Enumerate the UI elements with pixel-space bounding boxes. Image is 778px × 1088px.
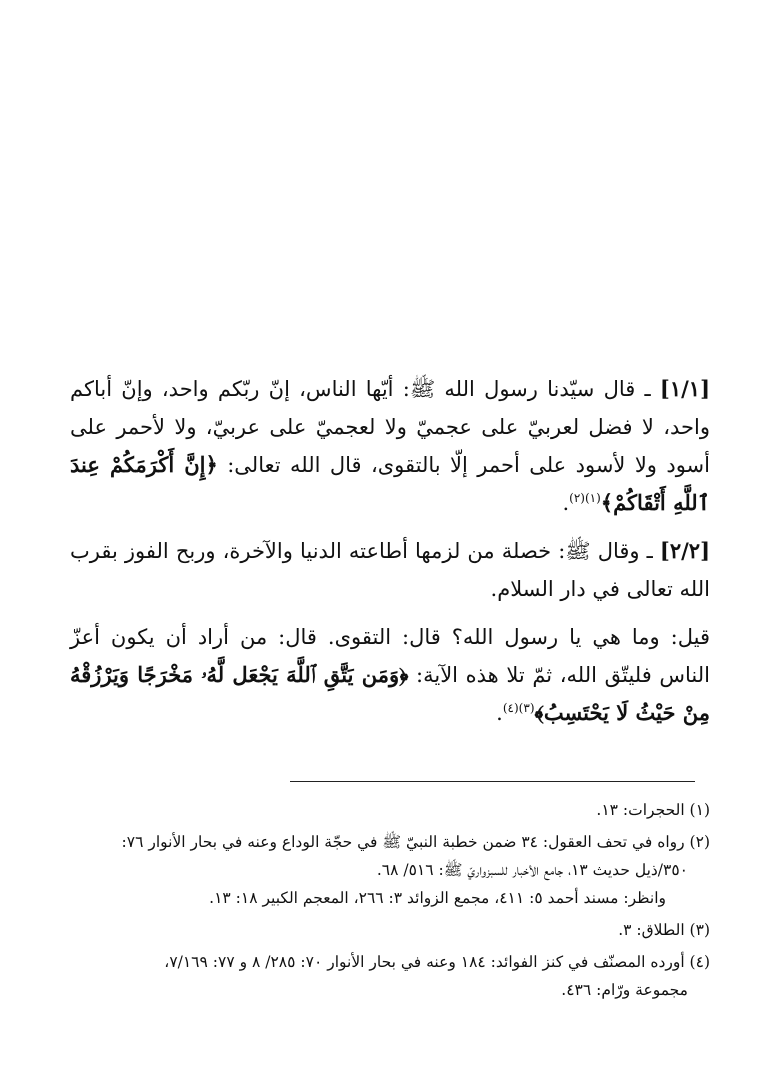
hadith-paragraph-3 (70, 618, 710, 732)
quran-verse: ﴿وَمَن يَتَّقِ ٱللَّهَ يَجْعَل لَّهُۥ مَخْرَجًا وَيَرْزُقْهُ مِنْ حَيْثُ لَا يَحْتَسِبُ﴾ (70, 662, 710, 725)
hadith-number: [١/١] (659, 376, 710, 401)
footnote-2 (70, 828, 710, 912)
footnote-4-line-2: مجموعة ورّام: ٤٣٦. (561, 981, 688, 999)
footnote-separator (290, 781, 695, 782)
footnote-2-line-2: ٣٥٠/ذيل حديث ١٣، جامع الأخبار للسبزواريّ ﷺ: ٥١٦/ ٦٨. (376, 861, 688, 879)
sentence-end: . (562, 491, 570, 515)
footnote-3: (٣) الطلاق: ٣. (618, 921, 710, 939)
main-text (70, 370, 710, 742)
hadith-text: قيل: وما هي يا رسول الله؟ قال: التقوى. قال: من أراد أن يكون أعزّ الناس فليتّق الله، ثمّ تلا هذه الآية: (70, 625, 710, 687)
footnote-4-line-1: (٤) أورده المصنّف في كنز الفوائد: ١٨٤ وعنه في بحار الأنوار ٧٠: ٢٨٥/ ٨ و ٧٧: ٧/١٦٩، (164, 953, 710, 971)
hadith-number: [٢/٢] (659, 538, 710, 563)
footnote-2-line-3: وانظر: مسند أحمد ٥: ٤١١، مجمع الزوائد ٣: ٢٦٦، المعجم الكبير ١٨: ١٣. (209, 889, 666, 907)
sentence-end: . (496, 701, 503, 725)
hadith-text: ـ وقال ﷺ: خصلة من لزمها أطاعته الدنيا والآخرة، وربح الفوز بقرب الله تعالى في دار السلام. (70, 539, 710, 601)
footnote-reference: (١)(٢) (569, 491, 601, 505)
hadith-paragraph-2 (70, 532, 710, 608)
footnote-2-line-1: (٢) رواه في تحف العقول: ٣٤ ضمن خطبة النبيّ ﷺ في حجّة الوداع وعنه في بحار الأنوار ٧٦: (121, 833, 710, 851)
quran-verse: ﴿إِنَّ أَكْرَمَكُمْ عِندَ ٱللَّهِ أَتْقَاكُمْ﴾ (70, 452, 710, 515)
hadith-text: ـ قال سيّدنا رسول الله ﷺ: أيّها الناس، إنّ ربّكم واحد، وإنّ أباكم واحد، لا فضل لعربيّ على عجميّ ولا لعجميّ على عربيّ، ولا لأحمر على أسود ولا لأسود على أحمر إلّا بالتقوى، قال الله تعالى: (70, 377, 710, 477)
hadith-paragraph-1 (70, 370, 710, 522)
footnote-1: (١) الحجرات: ١٣. (596, 801, 710, 819)
footnote-4 (70, 948, 710, 1004)
footnote-reference: (٣)(٤) (502, 701, 535, 715)
footnotes (70, 796, 710, 1004)
